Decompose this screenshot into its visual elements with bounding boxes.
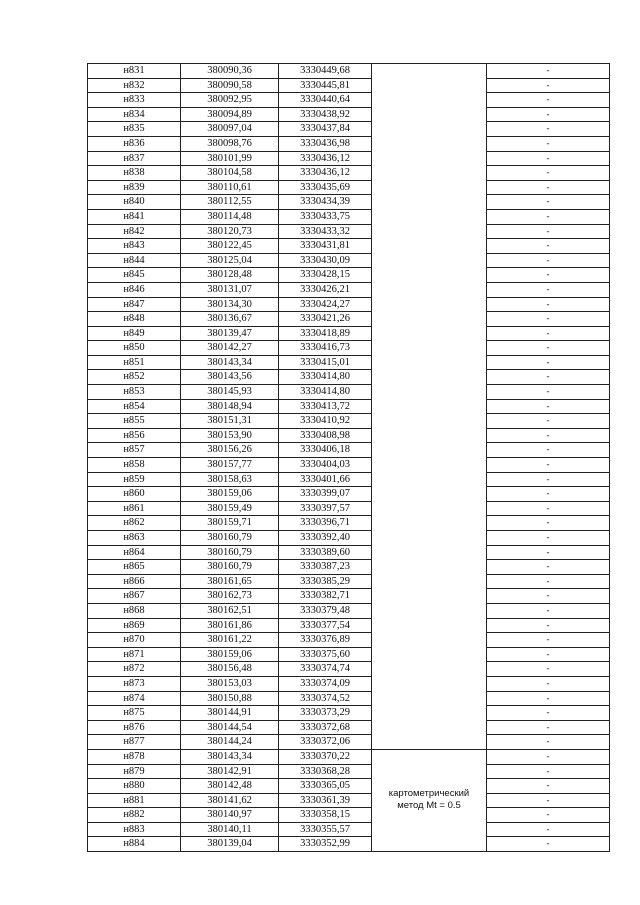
table-row [88, 764, 610, 779]
y-coordinate-cell: 3330352,99 [279, 837, 372, 852]
y-coordinate-cell: 3330437,84 [279, 122, 372, 137]
point-id-cell: н855 [88, 414, 181, 429]
y-coordinate-cell: 3330379,48 [279, 603, 372, 618]
x-coordinate-cell: 380162,73 [181, 589, 279, 604]
y-coordinate-cell: 3330370,22 [279, 749, 372, 764]
x-coordinate-cell: 380158,63 [181, 472, 279, 487]
table-row [88, 341, 610, 356]
table-row [88, 691, 610, 706]
x-coordinate-cell: 380140,11 [181, 822, 279, 837]
y-coordinate-cell: 3330449,68 [279, 64, 372, 79]
table-row [88, 78, 610, 93]
x-coordinate-cell: 380159,06 [181, 647, 279, 662]
point-id-cell: н863 [88, 531, 181, 546]
x-coordinate-cell: 380153,90 [181, 428, 279, 443]
mark-cell: - [487, 472, 610, 487]
mark-cell: - [487, 370, 610, 385]
point-id-cell: н849 [88, 326, 181, 341]
x-coordinate-cell: 380143,56 [181, 370, 279, 385]
y-coordinate-cell: 3330358,15 [279, 808, 372, 823]
mark-cell: - [487, 136, 610, 151]
mark-cell: - [487, 545, 610, 560]
table-row [88, 808, 610, 823]
table-row [88, 662, 610, 677]
point-id-cell: н854 [88, 399, 181, 414]
point-id-cell: н880 [88, 779, 181, 794]
point-id-cell: н866 [88, 574, 181, 589]
mark-cell: - [487, 458, 610, 473]
table-row [88, 749, 610, 764]
point-id-cell: н876 [88, 720, 181, 735]
y-coordinate-cell: 3330426,21 [279, 282, 372, 297]
point-id-cell: н848 [88, 312, 181, 327]
mark-cell: - [487, 355, 610, 370]
x-coordinate-cell: 380142,91 [181, 764, 279, 779]
mark-cell: - [487, 560, 610, 575]
x-coordinate-cell: 380143,34 [181, 749, 279, 764]
table-row [88, 253, 610, 268]
point-id-cell: н858 [88, 458, 181, 473]
point-id-cell: н884 [88, 837, 181, 852]
x-coordinate-cell: 380142,27 [181, 341, 279, 356]
y-coordinate-cell: 3330433,75 [279, 209, 372, 224]
y-coordinate-cell: 3330377,54 [279, 618, 372, 633]
point-id-cell: н852 [88, 370, 181, 385]
table-row [88, 399, 610, 414]
x-coordinate-cell: 380156,26 [181, 443, 279, 458]
x-coordinate-cell: 380142,48 [181, 779, 279, 794]
mark-cell: - [487, 735, 610, 750]
point-id-cell: н839 [88, 180, 181, 195]
x-coordinate-cell: 380134,30 [181, 297, 279, 312]
x-coordinate-cell: 380143,34 [181, 355, 279, 370]
point-id-cell: н840 [88, 195, 181, 210]
mark-cell: - [487, 662, 610, 677]
y-coordinate-cell: 3330418,89 [279, 326, 372, 341]
y-coordinate-cell: 3330436,12 [279, 166, 372, 181]
table-row [88, 195, 610, 210]
x-coordinate-cell: 380114,48 [181, 209, 279, 224]
x-coordinate-cell: 380153,03 [181, 676, 279, 691]
mark-cell: - [487, 822, 610, 837]
x-coordinate-cell: 380144,91 [181, 706, 279, 721]
y-coordinate-cell: 3330374,09 [279, 676, 372, 691]
y-coordinate-cell: 3330440,64 [279, 93, 372, 108]
point-id-cell: н856 [88, 428, 181, 443]
table-row [88, 458, 610, 473]
point-id-cell: н832 [88, 78, 181, 93]
x-coordinate-cell: 380144,24 [181, 735, 279, 750]
point-id-cell: н879 [88, 764, 181, 779]
y-coordinate-cell: 3330396,71 [279, 516, 372, 531]
point-id-cell: н838 [88, 166, 181, 181]
point-id-cell: н843 [88, 239, 181, 254]
mark-cell: - [487, 837, 610, 852]
y-coordinate-cell: 3330374,52 [279, 691, 372, 706]
point-id-cell: н872 [88, 662, 181, 677]
x-coordinate-cell: 380104,58 [181, 166, 279, 181]
point-id-cell: н875 [88, 706, 181, 721]
x-coordinate-cell: 380097,04 [181, 122, 279, 137]
y-coordinate-cell: 3330445,81 [279, 78, 372, 93]
x-coordinate-cell: 380131,07 [181, 282, 279, 297]
y-coordinate-cell: 3330435,69 [279, 180, 372, 195]
table-row [88, 282, 610, 297]
point-id-cell: н865 [88, 560, 181, 575]
mark-cell: - [487, 385, 610, 400]
y-coordinate-cell: 3330397,57 [279, 501, 372, 516]
table-row [88, 779, 610, 794]
table-row [88, 676, 610, 691]
y-coordinate-cell: 3330365,05 [279, 779, 372, 794]
mark-cell: - [487, 399, 610, 414]
point-id-cell: н869 [88, 618, 181, 633]
x-coordinate-cell: 380090,36 [181, 64, 279, 79]
mark-cell: - [487, 720, 610, 735]
table-row [88, 385, 610, 400]
x-coordinate-cell: 380157,77 [181, 458, 279, 473]
mark-cell: - [487, 107, 610, 122]
table-row [88, 312, 610, 327]
mark-cell: - [487, 180, 610, 195]
table-row [88, 647, 610, 662]
table-row [88, 370, 610, 385]
y-coordinate-cell: 3330424,27 [279, 297, 372, 312]
point-id-cell: н861 [88, 501, 181, 516]
table-row [88, 355, 610, 370]
x-coordinate-cell: 380148,94 [181, 399, 279, 414]
table-row [88, 224, 610, 239]
mark-cell: - [487, 589, 610, 604]
table-row [88, 822, 610, 837]
mark-cell: - [487, 793, 610, 808]
x-coordinate-cell: 380090,58 [181, 78, 279, 93]
y-coordinate-cell: 3330404,03 [279, 458, 372, 473]
point-id-cell: н860 [88, 487, 181, 502]
table-row [88, 472, 610, 487]
point-id-cell: н857 [88, 443, 181, 458]
mark-cell: - [487, 691, 610, 706]
table-row [88, 414, 610, 429]
point-id-cell: н874 [88, 691, 181, 706]
y-coordinate-cell: 3330355,57 [279, 822, 372, 837]
point-id-cell: н850 [88, 341, 181, 356]
point-id-cell: н845 [88, 268, 181, 283]
mark-cell: - [487, 603, 610, 618]
x-coordinate-cell: 380150,88 [181, 691, 279, 706]
y-coordinate-cell: 3330372,68 [279, 720, 372, 735]
y-coordinate-cell: 3330415,01 [279, 355, 372, 370]
point-id-cell: н878 [88, 749, 181, 764]
point-id-cell: н834 [88, 107, 181, 122]
table-row [88, 107, 610, 122]
table-row [88, 268, 610, 283]
method-label-line-2: метод Mt = 0.5 [397, 800, 461, 812]
x-coordinate-cell: 380161,22 [181, 633, 279, 648]
y-coordinate-cell: 3330414,80 [279, 370, 372, 385]
mark-cell: - [487, 195, 610, 210]
x-coordinate-cell: 380160,79 [181, 545, 279, 560]
x-coordinate-cell: 380156,48 [181, 662, 279, 677]
point-id-cell: н862 [88, 516, 181, 531]
point-id-cell: н835 [88, 122, 181, 137]
mark-cell: - [487, 268, 610, 283]
point-id-cell: н871 [88, 647, 181, 662]
table-row [88, 64, 610, 79]
x-coordinate-cell: 380136,67 [181, 312, 279, 327]
x-coordinate-cell: 380120,73 [181, 224, 279, 239]
x-coordinate-cell: 380145,93 [181, 385, 279, 400]
point-id-cell: н846 [88, 282, 181, 297]
table-row [88, 720, 610, 735]
table-row [88, 166, 610, 181]
mark-cell: - [487, 764, 610, 779]
y-coordinate-cell: 3330416,73 [279, 341, 372, 356]
mark-cell: - [487, 253, 610, 268]
table-row [88, 735, 610, 750]
point-id-cell: н877 [88, 735, 181, 750]
point-id-cell: н867 [88, 589, 181, 604]
point-id-cell: н833 [88, 93, 181, 108]
y-coordinate-cell: 3330428,15 [279, 268, 372, 283]
table-row [88, 516, 610, 531]
x-coordinate-cell: 380139,47 [181, 326, 279, 341]
y-coordinate-cell: 3330436,98 [279, 136, 372, 151]
y-coordinate-cell: 3330375,60 [279, 647, 372, 662]
mark-cell: - [487, 312, 610, 327]
coordinates-table [87, 63, 610, 852]
mark-cell: - [487, 633, 610, 648]
table-row [88, 443, 610, 458]
mark-cell: - [487, 487, 610, 502]
point-id-cell: н847 [88, 297, 181, 312]
point-id-cell: н859 [88, 472, 181, 487]
y-coordinate-cell: 3330410,92 [279, 414, 372, 429]
table-row [88, 793, 610, 808]
table-row [88, 151, 610, 166]
y-coordinate-cell: 3330374,74 [279, 662, 372, 677]
table-row [88, 633, 610, 648]
y-coordinate-cell: 3330372,06 [279, 735, 372, 750]
mark-cell: - [487, 618, 610, 633]
mark-cell: - [487, 428, 610, 443]
point-id-cell: н853 [88, 385, 181, 400]
mark-cell: - [487, 676, 610, 691]
y-coordinate-cell: 3330406,18 [279, 443, 372, 458]
mark-cell: - [487, 93, 610, 108]
y-coordinate-cell: 3330373,29 [279, 706, 372, 721]
y-coordinate-cell: 3330436,12 [279, 151, 372, 166]
table-row [88, 209, 610, 224]
point-id-cell: н873 [88, 676, 181, 691]
y-coordinate-cell: 3330438,92 [279, 107, 372, 122]
method-cell-empty [372, 64, 487, 750]
x-coordinate-cell: 380160,79 [181, 560, 279, 575]
table-row [88, 545, 610, 560]
method-label-line-1: картометрический [388, 788, 470, 800]
y-coordinate-cell: 3330421,26 [279, 312, 372, 327]
table-row [88, 297, 610, 312]
mark-cell: - [487, 78, 610, 93]
point-id-cell: н851 [88, 355, 181, 370]
x-coordinate-cell: 380162,51 [181, 603, 279, 618]
mark-cell: - [487, 749, 610, 764]
mark-cell: - [487, 808, 610, 823]
point-id-cell: н831 [88, 64, 181, 79]
point-id-cell: н870 [88, 633, 181, 648]
method-cell [372, 749, 487, 851]
x-coordinate-cell: 380094,89 [181, 107, 279, 122]
mark-cell: - [487, 282, 610, 297]
point-id-cell: н882 [88, 808, 181, 823]
y-coordinate-cell: 3330387,23 [279, 560, 372, 575]
y-coordinate-cell: 3330399,07 [279, 487, 372, 502]
point-id-cell: н837 [88, 151, 181, 166]
mark-cell: - [487, 531, 610, 546]
point-id-cell: н883 [88, 822, 181, 837]
table-row [88, 428, 610, 443]
x-coordinate-cell: 380161,86 [181, 618, 279, 633]
mark-cell: - [487, 151, 610, 166]
y-coordinate-cell: 3330361,39 [279, 793, 372, 808]
table-row [88, 180, 610, 195]
x-coordinate-cell: 380122,45 [181, 239, 279, 254]
x-coordinate-cell: 380151,31 [181, 414, 279, 429]
y-coordinate-cell: 3330392,40 [279, 531, 372, 546]
x-coordinate-cell: 380101,99 [181, 151, 279, 166]
table-row [88, 603, 610, 618]
y-coordinate-cell: 3330413,72 [279, 399, 372, 414]
table-row [88, 589, 610, 604]
table-row [88, 837, 610, 852]
y-coordinate-cell: 3330430,09 [279, 253, 372, 268]
table-row [88, 560, 610, 575]
x-coordinate-cell: 380139,04 [181, 837, 279, 852]
mark-cell: - [487, 239, 610, 254]
point-id-cell: н864 [88, 545, 181, 560]
x-coordinate-cell: 380159,71 [181, 516, 279, 531]
x-coordinate-cell: 380159,06 [181, 487, 279, 502]
y-coordinate-cell: 3330434,39 [279, 195, 372, 210]
mark-cell: - [487, 706, 610, 721]
table-row [88, 706, 610, 721]
x-coordinate-cell: 380125,04 [181, 253, 279, 268]
table-row [88, 326, 610, 341]
y-coordinate-cell: 3330368,28 [279, 764, 372, 779]
x-coordinate-cell: 380161,65 [181, 574, 279, 589]
x-coordinate-cell: 380160,79 [181, 531, 279, 546]
y-coordinate-cell: 3330376,89 [279, 633, 372, 648]
point-id-cell: н868 [88, 603, 181, 618]
mark-cell: - [487, 516, 610, 531]
y-coordinate-cell: 3330433,32 [279, 224, 372, 239]
mark-cell: - [487, 779, 610, 794]
mark-cell: - [487, 414, 610, 429]
x-coordinate-cell: 380159,49 [181, 501, 279, 516]
y-coordinate-cell: 3330408,98 [279, 428, 372, 443]
y-coordinate-cell: 3330389,60 [279, 545, 372, 560]
point-id-cell: н842 [88, 224, 181, 239]
table-row [88, 487, 610, 502]
x-coordinate-cell: 380128,48 [181, 268, 279, 283]
point-id-cell: н836 [88, 136, 181, 151]
mark-cell: - [487, 574, 610, 589]
x-coordinate-cell: 380144,54 [181, 720, 279, 735]
mark-cell: - [487, 224, 610, 239]
y-coordinate-cell: 3330401,66 [279, 472, 372, 487]
mark-cell: - [487, 326, 610, 341]
point-id-cell: н881 [88, 793, 181, 808]
point-id-cell: н844 [88, 253, 181, 268]
table-row [88, 618, 610, 633]
table-row [88, 501, 610, 516]
mark-cell: - [487, 122, 610, 137]
y-coordinate-cell: 3330382,71 [279, 589, 372, 604]
mark-cell: - [487, 501, 610, 516]
x-coordinate-cell: 380098,76 [181, 136, 279, 151]
mark-cell: - [487, 166, 610, 181]
y-coordinate-cell: 3330385,29 [279, 574, 372, 589]
x-coordinate-cell: 380110,61 [181, 180, 279, 195]
mark-cell: - [487, 341, 610, 356]
table-row [88, 93, 610, 108]
x-coordinate-cell: 380092,95 [181, 93, 279, 108]
mark-cell: - [487, 297, 610, 312]
mark-cell: - [487, 209, 610, 224]
mark-cell: - [487, 647, 610, 662]
table-row [88, 574, 610, 589]
y-coordinate-cell: 3330414,80 [279, 385, 372, 400]
mark-cell: - [487, 443, 610, 458]
x-coordinate-cell: 380141,62 [181, 793, 279, 808]
table-row [88, 136, 610, 151]
table-row [88, 122, 610, 137]
x-coordinate-cell: 380140,97 [181, 808, 279, 823]
coordinates-table-body [88, 64, 610, 852]
x-coordinate-cell: 380112,55 [181, 195, 279, 210]
point-id-cell: н841 [88, 209, 181, 224]
mark-cell: - [487, 64, 610, 79]
table-row [88, 239, 610, 254]
y-coordinate-cell: 3330431,81 [279, 239, 372, 254]
table-row [88, 531, 610, 546]
